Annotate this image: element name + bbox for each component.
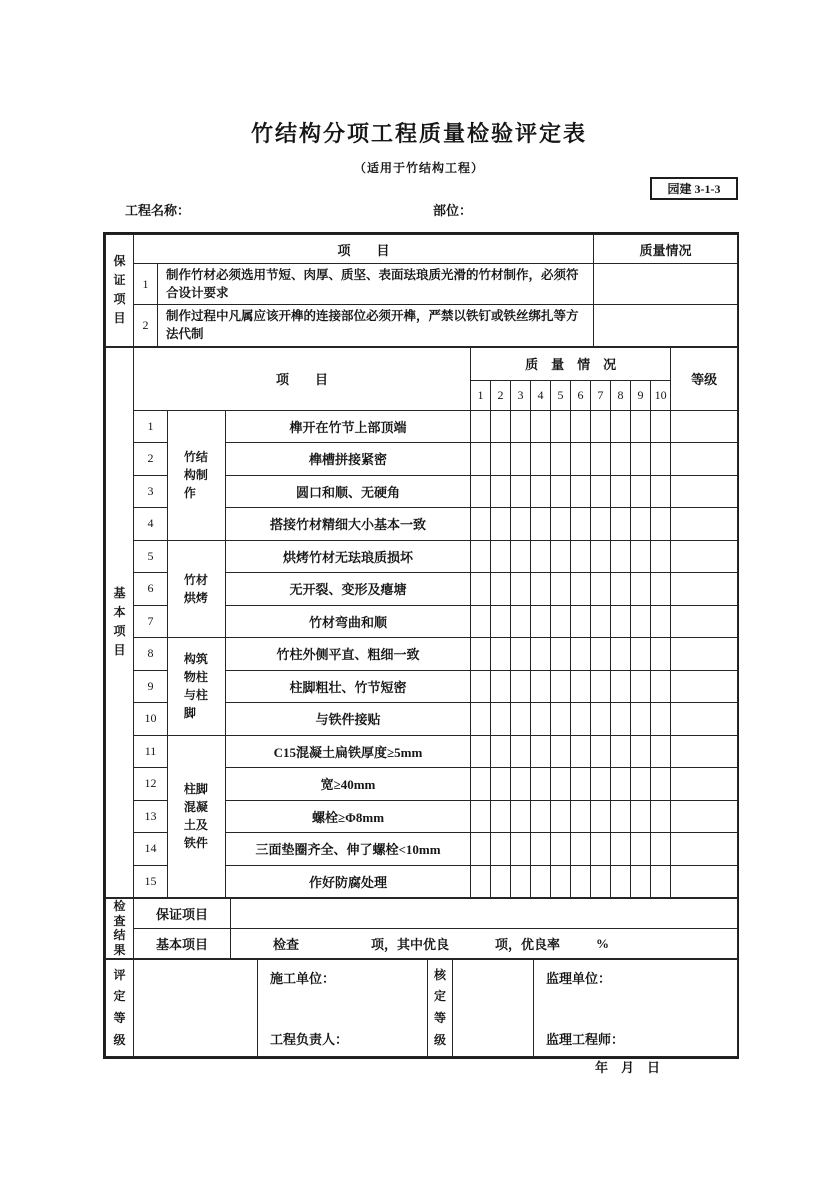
check-basic-result-text [231,934,737,953]
row-number: 10 [134,703,168,736]
quality-cell [591,475,611,508]
quality-cell [591,768,611,801]
basic-table [105,347,738,899]
basic-item-text: 竹材弯曲和顺 [226,605,471,638]
quality-cell [591,410,611,443]
page-title: 竹结构分项工程质量检验评定表 [250,121,587,146]
quality-cell [611,638,631,671]
basic-item-text: 宽≥40mm [226,768,471,801]
grade-cell [671,670,738,703]
table-row [106,638,738,671]
quality-cell [531,540,551,573]
quality-cell [491,638,511,671]
group-label-cell: 竹材烘烤 [168,540,226,638]
quality-cell [571,475,591,508]
row-number: 14 [134,833,168,866]
quality-col-number: 10 [651,380,671,410]
guarantee-item-text: 制作过程中凡属应该开榫的连接部位必须开榫，严禁以铁钉或铁丝绑扎等方法代制 [158,305,594,346]
quality-cell [631,670,651,703]
grade-cell [671,573,738,606]
grade-cell [671,508,738,541]
quality-cell [491,800,511,833]
quality-cell [591,573,611,606]
quality-cell [471,410,491,443]
quality-cell [511,605,531,638]
basic-quality-header: 质 量 情 况 [471,347,671,380]
quality-cell [491,508,511,541]
quality-cell [571,540,591,573]
quality-cell [511,768,531,801]
table-row [106,735,738,768]
quality-cell [551,833,571,866]
basic-item-text: 圆口和顺、无硬角 [226,475,471,508]
quality-cell [651,638,671,671]
quality-cell [651,670,671,703]
quality-cell [611,475,631,508]
quality-cell [551,670,571,703]
quality-cell [631,768,651,801]
quality-col-number: 3 [511,380,531,410]
quality-cell [491,475,511,508]
supervision-engineer-label: 监理工程师： [546,1032,625,1047]
quality-cell [651,573,671,606]
quality-col-number: 2 [491,380,511,410]
row-number: 11 [134,735,168,768]
basic-item-text: 搭接竹材精细大小基本一致 [226,508,471,541]
row-number: 3 [134,475,168,508]
quality-col-number: 9 [631,380,651,410]
row-number: 13 [134,800,168,833]
quality-cell [471,768,491,801]
quality-cell [471,735,491,768]
quality-cell [611,410,631,443]
quality-cell [531,573,551,606]
quality-cell [471,443,491,476]
basic-item-text: 竹柱外侧平直、粗细一致 [226,638,471,671]
basic-item-text: C15混凝土扁铁厚度≥5mm [226,735,471,768]
quality-cell [611,735,631,768]
quality-cell [571,800,591,833]
location-label: 部位： [433,203,473,218]
quality-cell [491,833,511,866]
basic-item-text: 无开裂、变形及瘪塘 [226,573,471,606]
quality-cell [631,443,651,476]
check-text: 检查 [273,937,300,952]
table-row [106,305,738,346]
quality-cell [471,573,491,606]
group-label-cell: 竹结构制作 [168,410,226,540]
row-number: 7 [134,605,168,638]
evaluation-table [105,959,738,1057]
quality-cell [571,735,591,768]
quality-cell [551,735,571,768]
grade-cell [671,703,738,736]
row-number: 5 [134,540,168,573]
basic-item-text: 三面垫圈齐全、伸了螺栓<10mm [226,833,471,866]
quality-cell [651,703,671,736]
basic-item-text: 榫槽拼接紧密 [226,443,471,476]
quality-cell [651,768,671,801]
quality-cell [611,800,631,833]
grade-cell [671,638,738,671]
quality-cell [611,865,631,898]
quality-cell [571,443,591,476]
quality-cell [651,865,671,898]
quality-cell [591,638,611,671]
grade-cell [671,540,738,573]
grade-cell [671,475,738,508]
quality-cell [471,475,491,508]
table-row [106,899,738,929]
quality-cell [611,833,631,866]
quality-cell [551,638,571,671]
quality-col-number: 4 [531,380,551,410]
quality-col-number: 1 [471,380,491,410]
quality-cell [651,443,671,476]
meta-row [0,200,838,218]
quality-col-number: 6 [571,380,591,410]
quality-cell [491,768,511,801]
evaluation-section-label: 评定等级 [106,960,134,1057]
table-row [106,960,738,1057]
quality-cell [551,508,571,541]
quality-cell [571,638,591,671]
quality-status-cell [594,264,738,305]
quality-cell [571,573,591,606]
quality-cell [651,540,671,573]
quality-cell [531,605,551,638]
quality-cell [531,638,551,671]
quality-cell [491,605,511,638]
quality-cell [611,508,631,541]
quality-cell [571,703,591,736]
row-number: 1 [134,410,168,443]
form-code-badge: 园建 3-1-3 [650,177,738,200]
grade-cell [671,768,738,801]
check-result-section-label: 检查结果 [106,899,134,959]
quality-cell [591,540,611,573]
check-basic-result-cell [231,929,738,959]
grade-cell [671,735,738,768]
quality-col-number: 5 [551,380,571,410]
basic-item-text: 榫开在竹节上部顶端 [226,410,471,443]
quality-cell [551,475,571,508]
quality-status-cell [594,305,738,346]
supervision-unit-label: 监理单位： [546,971,612,986]
verified-grade-cell [453,960,534,1057]
quality-cell [491,735,511,768]
quality-cell [631,475,651,508]
row-number: 4 [134,508,168,541]
project-leader-label: 工程负责人： [270,1032,349,1047]
construction-sign-cell [258,960,428,1057]
quality-cell [611,670,631,703]
quality-cell [511,638,531,671]
quality-cell [491,540,511,573]
quality-cell [471,508,491,541]
quality-cell [651,605,671,638]
quality-cell [571,410,591,443]
quality-cell [611,605,631,638]
grade-cell [671,410,738,443]
quality-cell [651,800,671,833]
quality-cell [631,703,651,736]
quality-cell [551,410,571,443]
quality-cell [471,670,491,703]
quality-cell [551,703,571,736]
row-number: 1 [134,264,158,305]
quality-cell [471,703,491,736]
quality-cell [591,443,611,476]
quality-cell [551,800,571,833]
quality-cell [571,833,591,866]
row-number: 9 [134,670,168,703]
table-row [106,264,738,305]
main-table [103,232,739,1059]
quality-cell [591,605,611,638]
quality-cell [571,670,591,703]
rate-suffix: 项，优良率 [495,937,561,952]
guarantee-table [105,234,738,347]
quality-cell [491,703,511,736]
quality-cell [511,800,531,833]
basic-grade-header: 等级 [671,347,738,410]
quality-cell [611,703,631,736]
guarantee-section-label: 保证项目 [106,235,134,347]
quality-cell [551,573,571,606]
quality-cell [531,670,551,703]
quality-cell [511,475,531,508]
quality-cell [531,865,551,898]
quality-cell [551,443,571,476]
basic-item-text: 烘烤竹材无珐琅质损坏 [226,540,471,573]
quality-cell [491,573,511,606]
basic-item-text: 螺栓≥Φ8mm [226,800,471,833]
supervision-sign-block [534,960,737,1056]
quality-cell [511,670,531,703]
grade-cell [671,605,738,638]
quality-cell [631,833,651,866]
guarantee-quality-header: 质量情况 [594,235,738,264]
quality-col-number: 8 [611,380,631,410]
quality-cell [631,865,651,898]
check-result-table [105,898,738,959]
table-row [106,540,738,573]
quality-cell [511,865,531,898]
quality-cell [571,768,591,801]
quality-cell [471,865,491,898]
quality-cell [591,865,611,898]
quality-cell [551,865,571,898]
quality-cell [531,800,551,833]
quality-cell [631,508,651,541]
quality-cell [631,735,651,768]
grade-cell [671,865,738,898]
basic-item-text: 作好防腐处理 [226,865,471,898]
quality-cell [611,540,631,573]
row-number: 6 [134,573,168,606]
quality-cell [551,605,571,638]
quality-cell [531,508,551,541]
construction-sign-block [258,960,427,1056]
quality-cell [551,768,571,801]
guarantee-item-text: 制作竹材必须选用节短、肉厚、质坚、表面珐琅质光滑的竹材制作，必须符合设计要求 [158,264,594,305]
check-basic-label: 基本项目 [134,929,231,959]
quality-cell [491,410,511,443]
quality-cell [531,475,551,508]
quality-cell [631,800,651,833]
evaluation-grade-cell [134,960,258,1057]
basic-item-text: 与铁件接贴 [226,703,471,736]
basic-item-text: 柱脚粗壮、竹节短密 [226,670,471,703]
table-row [106,929,738,959]
grade-cell [671,443,738,476]
quality-cell [511,410,531,443]
verified-grade-label: 核定等级 [428,960,453,1057]
quality-cell [651,833,671,866]
quality-cell [571,605,591,638]
quality-cell [651,508,671,541]
quality-cell [511,540,531,573]
quality-cell [591,670,611,703]
quality-cell [511,508,531,541]
quality-cell [611,443,631,476]
group-label-cell: 构筑物柱与柱脚 [168,638,226,736]
quality-cell [491,443,511,476]
quality-cell [491,670,511,703]
quality-cell [551,540,571,573]
construction-unit-label: 施工单位： [270,971,336,986]
quality-cell [471,638,491,671]
row-number: 2 [134,305,158,346]
quality-cell [591,735,611,768]
check-guarantee-result-cell [231,899,738,929]
quality-cell [471,800,491,833]
quality-cell [631,573,651,606]
table-row [106,410,738,443]
project-name-label: 工程名称： [125,203,191,218]
quality-cell [651,475,671,508]
quality-cell [631,638,651,671]
quality-cell [511,443,531,476]
basic-item-header: 项 目 [134,347,471,410]
quality-cell [591,508,611,541]
quality-cell [631,605,651,638]
count-suffix: 项，其中优良 [371,937,450,952]
check-guarantee-label: 保证项目 [134,899,231,929]
quality-cell [471,833,491,866]
row-number: 2 [134,443,168,476]
quality-cell [531,768,551,801]
grade-cell [671,833,738,866]
quality-cell [531,833,551,866]
quality-cell [511,735,531,768]
row-number: 15 [134,865,168,898]
quality-cell [591,703,611,736]
quality-cell [651,410,671,443]
quality-cell [631,410,651,443]
row-number: 8 [134,638,168,671]
grade-cell [671,800,738,833]
row-number: 12 [134,768,168,801]
percent-sign: % [596,935,610,951]
quality-cell [471,605,491,638]
quality-cell [611,768,631,801]
quality-cell [511,833,531,866]
page-subtitle: （适用于竹结构工程） [353,161,484,175]
quality-cell [591,800,611,833]
quality-cell [531,410,551,443]
quality-cell [511,703,531,736]
basic-section-label: 基本项目 [106,347,134,898]
supervision-sign-cell [534,960,738,1057]
quality-cell [651,735,671,768]
guarantee-item-header: 项 目 [134,235,594,264]
quality-cell [531,703,551,736]
quality-cell [471,540,491,573]
quality-cell [491,865,511,898]
quality-cell [591,833,611,866]
quality-cell [571,508,591,541]
quality-cell [631,540,651,573]
quality-col-number: 7 [591,380,611,410]
quality-cell [531,735,551,768]
quality-cell [571,865,591,898]
quality-cell [511,573,531,606]
quality-cell [531,443,551,476]
group-label-cell: 柱脚混凝土及铁件 [168,735,226,898]
date-line: 年 月 日 [595,1060,661,1075]
quality-cell [611,573,631,606]
